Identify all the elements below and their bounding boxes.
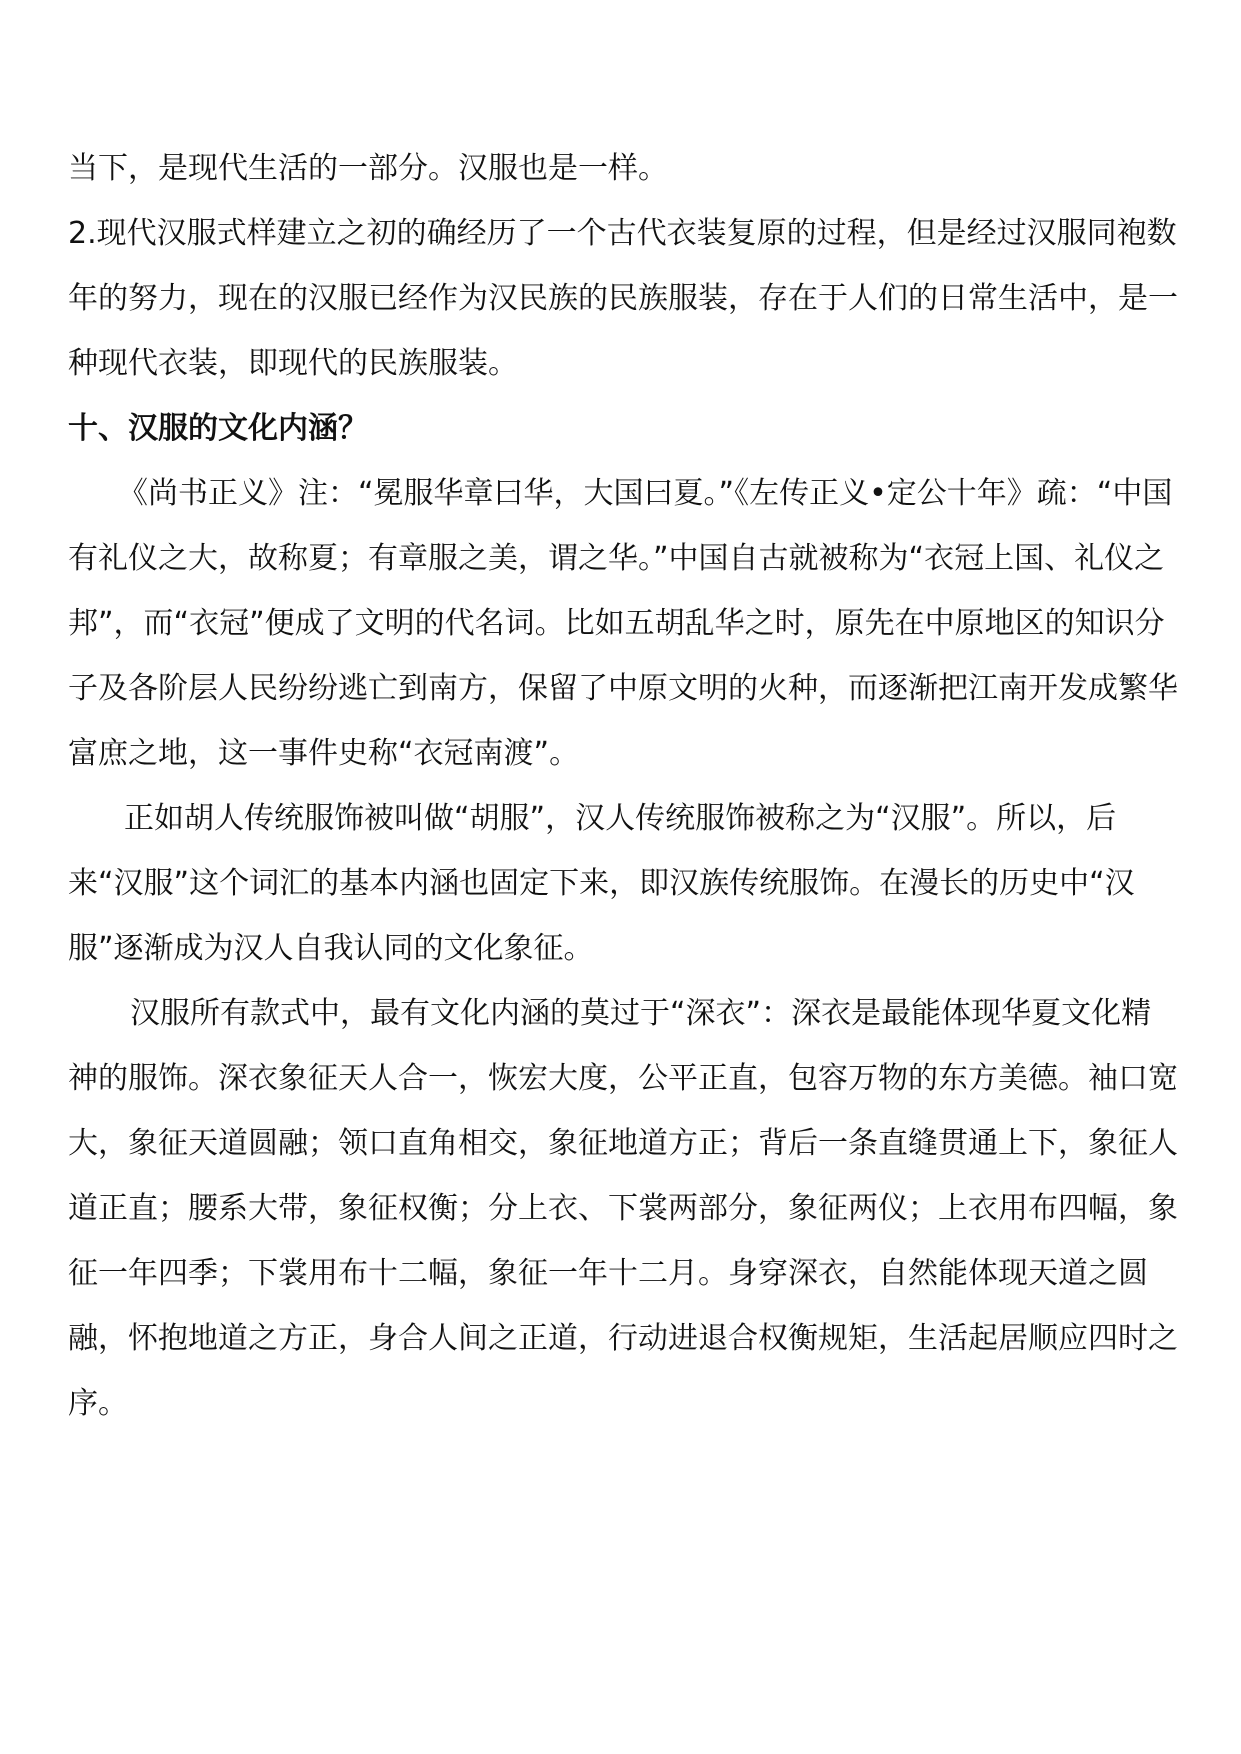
- shenyi-paragraph: 汉服所有款式中，最有文化内涵的莫过于“深衣”：深衣是最能体现华夏文化精神的服饰。深衣象征天人合一，恢宏大度，公平正直，包容万物的东方美德。袖口宽大，象征天道圆融；领口直角相交，象征地道方正；背后一条直缝贯通上下，象征人道正直；腰系大带，象征权衡；分上衣、下裳两部分，象征两仪；上衣用布四幅，象征一年四季；下裳用布十二幅，象征一年十二月。身穿深衣，自然能体现天道之圆融，怀抱地道之方正，身合人间之正道，行动进退合权衡规矩，生活起居顺应四时之序。: [68, 996, 1178, 1421]
- hanfu-name-paragraph: 正如胡人传统服饰被叫做“胡服”，汉人传统服饰被称之为“汉服”。所以，后来“汉服”这个词汇的基本内涵也固定下来，即汉族传统服饰。在漫长的历史中“汉服”逐渐成为汉人自我认同的文化象征。: [68, 801, 1135, 966]
- point-2-paragraph: 2.现代汉服式样建立之初的确经历了一个古代衣装复原的过程，但是经过汉服同袍数年的努力，现在的汉服已经作为汉民族的民族服装，存在于人们的日常生活中，是一种现代衣装，即现代的民族服装。: [68, 216, 1178, 381]
- continuation-paragraph: 当下，是现代生活的一部分。汉服也是一样。: [68, 151, 668, 186]
- quote-paragraph: 《尚书正义》注：“冕服华章曰华，大国曰夏。”《左传正义•定公十年》疏：“中国有礼仪之大，故称夏；有章服之美，谓之华。”中国自古就被称为“衣冠上国、礼仪之邦”，而“衣冠”便成了文明的代名词。比如五胡乱华之时，原先在中原地区的知识分子及各阶层人民纷纷逃亡到南方，保留了中原文明的火种，而逐渐把江南开发成繁华富庶之地，这一事件史称“衣冠南渡”。: [68, 476, 1178, 771]
- document-page: [68, 136, 1178, 1436]
- section-heading-10: 十、汉服的文化内涵？: [68, 411, 368, 446]
